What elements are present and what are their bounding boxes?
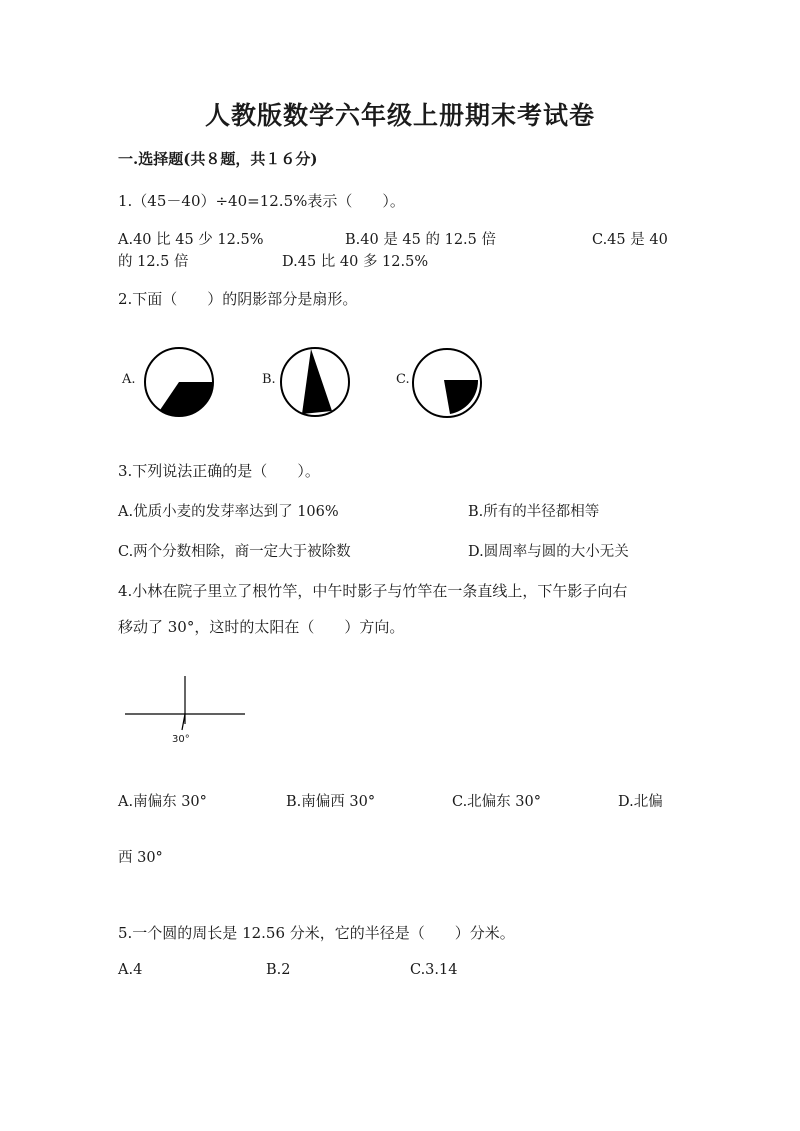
question-4-option-d: D.北偏 [618,794,663,810]
question-3-option-b: B.所有的半径都相等 [468,504,600,520]
page-title: 人教版数学六年级上册期末考试卷 [204,101,595,130]
question-3-option-c: C.两个分数相除，商一定大于被除数 [118,544,351,560]
question-1-option-d: D.45 比 40 多 12.5% [282,254,429,270]
sector-figure-c [410,346,484,420]
sector-figure-b [278,345,352,419]
question-1-option-c-cont: 的 12.5 倍 [118,254,189,270]
question-4-option-a: A.南偏东 30° [118,794,207,810]
question-4-option-d-cont: 西 30° [118,850,163,866]
question-5-stem: 5.一个圆的周长是 12.56 分米，它的半径是（ ）分米。 [118,924,515,942]
figure-c-label: C. [396,372,410,387]
question-1-option-a: A.40 比 45 少 12.5% [118,232,264,248]
section-heading: 一.选择题(共８题，共１６分) [118,150,318,168]
question-4-option-c: C.北偏东 30° [452,794,541,810]
question-5-option-c: C.3.14 [410,962,458,978]
question-1-option-b: B.40 是 45 的 12.5 倍 [345,232,496,248]
figure-b-label: B. [262,372,276,387]
question-1-option-c: C.45 是 40 [592,232,668,248]
question-4-option-b: B.南偏西 30° [286,794,376,810]
sector-figure-a [142,345,216,419]
question-3-stem: 3.下列说法正确的是（ ）。 [118,462,320,480]
question-5-option-a: A.4 [118,962,143,978]
question-4-stem-line-2: 移动了 30°，这时的太阳在（ ）方向。 [118,618,405,636]
question-4-stem-line-1: 4.小林在院子里立了根竹竿，中午时影子与竹竿在一条直线上，下午影子向右 [118,582,628,600]
question-3-option-d: D.圆周率与圆的大小无关 [468,544,629,560]
question-3-option-a: A.优质小麦的发芽率达到了 106% [118,504,339,520]
question-1-stem: 1.（45－40）÷40=12.5%表示（ ）。 [118,192,405,210]
question-5-option-b: B.2 [266,962,291,978]
question-2-stem: 2.下面（ ）的阴影部分是扇形。 [118,290,358,308]
angle-label: 30° [172,734,190,745]
figure-a-label: A. [122,372,136,387]
